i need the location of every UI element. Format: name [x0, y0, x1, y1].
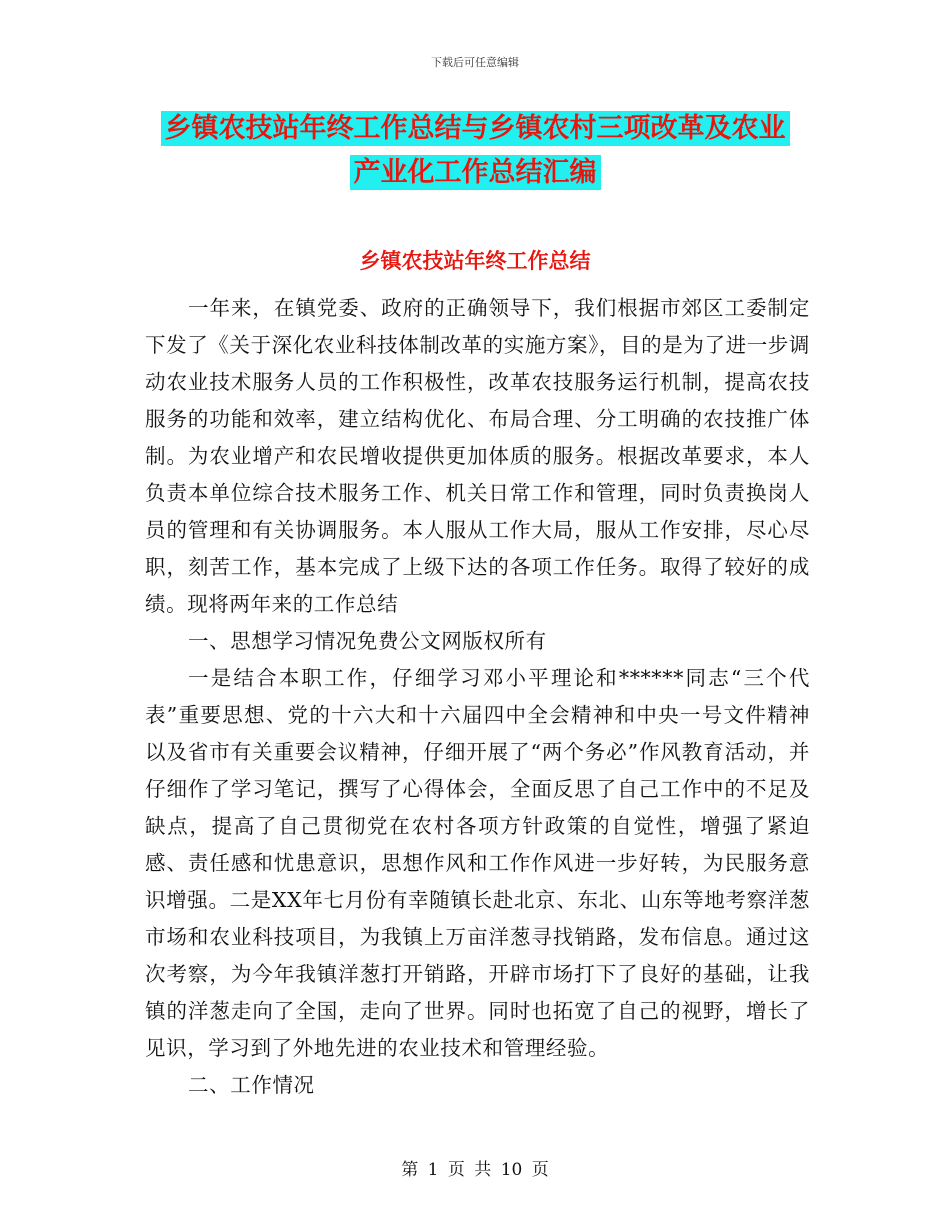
heading-work: 二、工作情况: [188, 1073, 315, 1097]
document-title-line-2: 产业化工作总结汇编: [150, 152, 800, 194]
header-note: 下载后可任意编辑: [431, 56, 519, 69]
document-body: [145, 290, 810, 1104]
paragraph-study: 一是结合本职工作，仔细学习邓小平理论和******同志“三个代表”重要思想、党的十六大和十六届四中全会精神和中央一号文件精神以及省市有关重要会议精神，仔细开展了“两个务必”作风教育活动，并仔细作了学习笔记，撰写了心得体会，全面反思了自己工作中的不足及缺点，提高了自己贯彻党在农村各项方针政策的自觉性，增强了紧迫感、责任感和忧患意识，思想作风和工作作风进一步好转，为民服务意识增强。二是XX年七月份有幸随镇长赴北京、东北、山东等地考察洋葱市场和农业科技项目，为我镇上万亩洋葱寻找销路，发布信息。通过这次考察，为今年我镇洋葱打开销路，开辟市场打下了良好的基础，让我镇的洋葱走向了全国，走向了世界。同时也拓宽了自己的视野，增长了见识，学习到了外地先进的农业技术和管理经验。: [145, 666, 810, 1060]
paragraph-intro: 一年来，在镇党委、政府的正确领导下，我们根据市郊区工委制定下发了《关于深化农业科技体制改革的实施方案》，目的是为了进一步调动农业技术服务人员的工作积极性，改革农技服务运行机制，提高农技服务的功能和效率，建立结构优化、布局合理、分工明确的农技推广体制。为农业增产和农民增收提供更加体质的服务。根据改革要求，本人负责本单位综合技术服务工作、机关日常工作和管理，同时负责换岗人员的管理和有关协调服务。本人服从工作大局，服从工作安排，尽心尽职，刻苦工作，基本完成了上级下达的各项工作任务。取得了较好的成绩。现将两年来的工作总结: [145, 296, 810, 616]
document-title-line-1: 乡镇农技站年终工作总结与乡镇农村三项改革及农业: [150, 108, 800, 150]
heading-study: 一、思想学习情况免费公文网版权所有: [188, 629, 547, 653]
page-footer: 第 1 页 共 10 页: [401, 1160, 549, 1180]
section-title: 乡镇农技站年终工作总结: [359, 249, 591, 273]
